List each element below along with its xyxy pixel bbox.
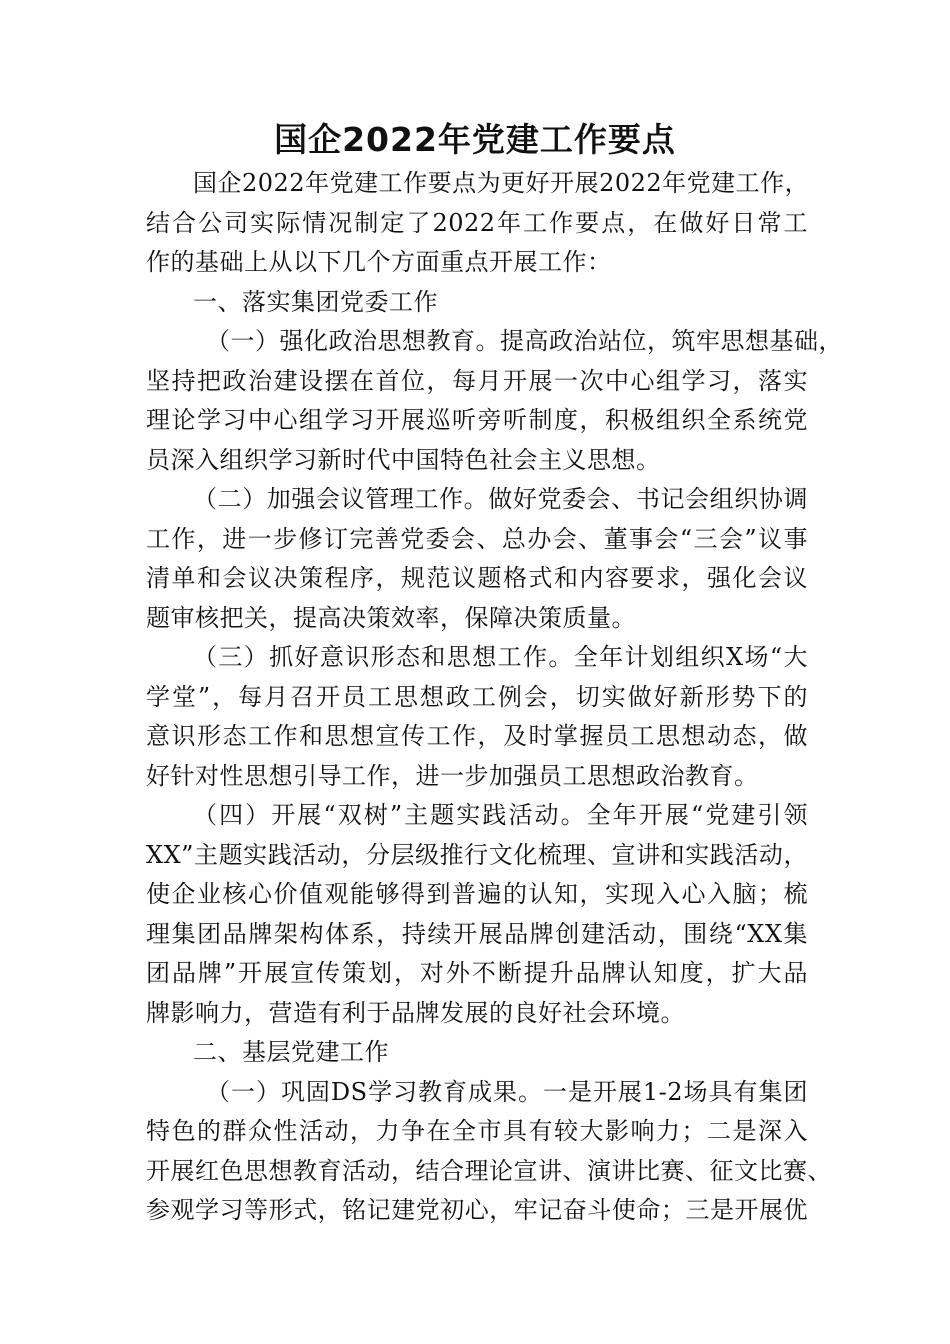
text-line: 团品牌”开展宣传策划，对外不断提升品牌认知度，扩大品 <box>146 959 808 987</box>
text-line: 题审核把关，提高决策效率，保障决策质量。 <box>146 603 636 632</box>
text-line: 坚持把政治建设摆在首位，每月开展一次中心组学习，落实 <box>146 366 808 395</box>
text-line: 结合公司实际情况制定了2022年工作要点，在做好日常工 <box>146 208 808 237</box>
text-line: 员深入组织学习新时代中国特色社会主义思想。 <box>146 445 661 474</box>
text-line: （四）开展“双树”主题实践活动。全年开展“党建引领 <box>193 801 808 829</box>
text-line: （一）巩固DS学习教育成果。一是开展1-2场具有集团 <box>206 1077 808 1106</box>
text-line: 特色的群众性活动，力争在全市具有较大影响力；二是深入 <box>146 1117 808 1145</box>
text-line: 参观学习等形式，铭记建党初心，牢记奋斗使命；三是开展优 <box>146 1196 808 1224</box>
section-heading: 一、落实集团党委工作 <box>193 287 438 316</box>
text-line: （二）加强会议管理工作。做好党委会、书记会组织协调 <box>193 485 808 513</box>
text-line: （三）抓好意识形态和思想工作。全年计划组织X场“大 <box>193 643 808 671</box>
text-line: 使企业核心价值观能够得到普遍的认知，实现入心入脑；梳 <box>146 880 808 908</box>
text-line: 意识形态工作和思想宣传工作，及时掌握员工思想动态，做 <box>146 722 808 750</box>
text-line: 牌影响力，营造有利于品牌发展的良好社会环境。 <box>146 998 685 1027</box>
text-line: 清单和会议决策程序，规范议题格式和内容要求，强化会议 <box>146 564 808 592</box>
section-heading: 二、基层党建工作 <box>193 1038 389 1066</box>
text-line: 作的基础上从以下几个方面重点开展工作： <box>146 248 612 276</box>
text-line: （一）强化政治思想教育。提高政治站位，筑牢思想基础， <box>206 327 843 355</box>
text-line: 理集团品牌架构体系，持续开展品牌创建活动，围绕“XX集 <box>146 919 808 948</box>
text-line: 工作，进一步修订完善党委会、总办会、董事会“三会”议事 <box>146 524 808 553</box>
text-line: XX”主题实践活动，分层级推行文化梳理、宣讲和实践活动， <box>146 840 808 869</box>
text-line: 理论学习中心组学习开展巡听旁听制度，积极组织全系统党 <box>146 406 808 434</box>
text-line: 好针对性思想引导工作，进一步加强员工思想政治教育。 <box>146 761 759 790</box>
document-title: 国企2022年党建工作要点 <box>274 120 676 159</box>
document-body <box>146 164 843 1231</box>
text-line: 学堂”，每月召开员工思想政工例会，切实做好新形势下的 <box>146 682 808 711</box>
text-line: 开展红色思想教育活动，结合理论宣讲、演讲比赛、征文比赛、 <box>146 1156 832 1185</box>
text-line: 国企2022年党建工作要点为更好开展2022年党建工作， <box>193 169 810 197</box>
